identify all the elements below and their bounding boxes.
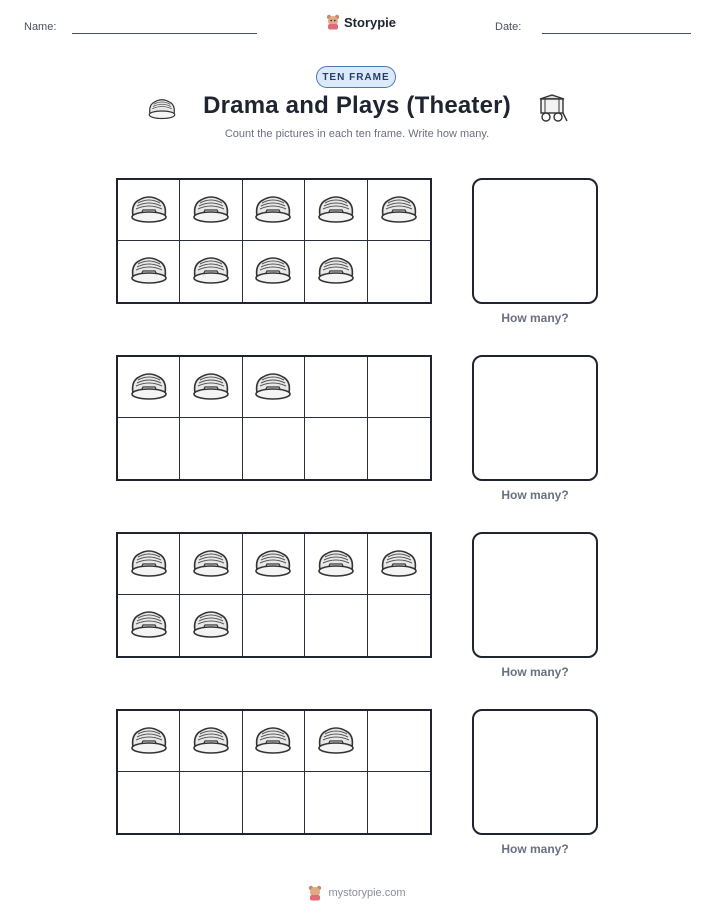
answer-box[interactable]: [472, 355, 598, 481]
ten-frame-cell: [305, 180, 367, 241]
instructions: Count the pictures in each ten frame. Write how many.: [224, 128, 490, 140]
ten-frame-cell: [305, 241, 367, 302]
theater-stage-icon: [253, 369, 293, 406]
how-many-label: How many?: [501, 311, 569, 325]
ten-frame-cell: [118, 595, 180, 656]
ten-frame-cell: [368, 357, 430, 418]
theater-stage-icon: [316, 723, 356, 760]
ten-frame-cell: [368, 418, 430, 479]
theater-stage-icon: [129, 369, 169, 406]
theater-stage-icon: [316, 546, 356, 583]
ten-frame: [116, 532, 432, 658]
ten-frame-cell: [243, 772, 305, 833]
ten-frame-cell: [180, 357, 242, 418]
theater-stage-icon: [316, 253, 356, 290]
ten-frame-cell: [243, 180, 305, 241]
answer-box[interactable]: [472, 178, 598, 304]
theater-stage-icon: [191, 192, 231, 229]
theater-stage-icon: [191, 369, 231, 406]
theater-stage-icon: [253, 546, 293, 583]
ten-frame-cell: [180, 595, 242, 656]
theater-stage-icon: [129, 546, 169, 583]
page-title: Drama and Plays (Theater): [203, 92, 511, 119]
theater-stage-icon: [379, 546, 419, 583]
ten-frame-cell: [180, 711, 242, 772]
ten-frame-cell: [368, 772, 430, 833]
bear-mascot-icon: [308, 885, 322, 901]
name-line[interactable]: [72, 33, 257, 34]
brand-logo: [326, 14, 396, 30]
theater-stage-icon: [253, 192, 293, 229]
ten-frame-cell: [368, 534, 430, 595]
answer-box[interactable]: [472, 709, 598, 835]
ten-frame-cell: [243, 241, 305, 302]
theater-stage-icon: [191, 253, 231, 290]
theater-stage-icon: [129, 192, 169, 229]
ten-frame-cell: [305, 534, 367, 595]
how-many-label: How many?: [501, 665, 569, 679]
theater-stage-icon: [253, 253, 293, 290]
theater-stage-icon: [129, 723, 169, 760]
ten-frame-cell: [368, 241, 430, 302]
ten-frame-cell: [118, 711, 180, 772]
ten-frame-cell: [305, 357, 367, 418]
ten-frame-cell: [180, 772, 242, 833]
ten-frame-cell: [118, 534, 180, 595]
theater-stage-icon: [253, 723, 293, 760]
ten-frame-cell: [243, 595, 305, 656]
ten-frame-cell: [243, 418, 305, 479]
ten-frame-cell: [118, 357, 180, 418]
footer: [0, 885, 714, 901]
ten-frame-cell: [180, 534, 242, 595]
name-label: Name:: [24, 21, 57, 33]
date-line[interactable]: [542, 33, 691, 34]
footer-url: mystorypie.com: [328, 887, 406, 899]
ten-frame-cell: [180, 418, 242, 479]
ten-frame-cell: [305, 595, 367, 656]
ten-frame: [116, 709, 432, 835]
ten-frame-cell: [368, 711, 430, 772]
ten-frame-cell: [118, 772, 180, 833]
ten-frame-cell: [243, 711, 305, 772]
answer-box[interactable]: [472, 532, 598, 658]
ten-frame-cell: [180, 241, 242, 302]
brand-name: Storypie: [344, 14, 397, 30]
ten-frame: [116, 355, 432, 481]
ten-frame-cell: [305, 772, 367, 833]
ten-frame-cell: [368, 180, 430, 241]
ten-frame-cell: [305, 711, 367, 772]
ten-frame-cell: [305, 418, 367, 479]
date-label: Date:: [495, 21, 522, 33]
how-many-label: How many?: [501, 842, 569, 856]
theater-wagon-icon: [536, 93, 568, 128]
ten-frame-cell: [118, 180, 180, 241]
ten-frame-cell: [368, 595, 430, 656]
ten-frame-cell: [180, 180, 242, 241]
theater-stage-icon: [316, 192, 356, 229]
theater-stage-icon: [191, 607, 231, 644]
theater-stage-icon: [129, 253, 169, 290]
theater-stage-icon: [191, 546, 231, 583]
theater-stage-icon: [191, 723, 231, 760]
worksheet-type-badge: TEN FRAME: [316, 66, 396, 88]
ten-frame-cell: [118, 418, 180, 479]
ten-frame-cell: [118, 241, 180, 302]
how-many-label: How many?: [501, 488, 569, 502]
theater-stage-icon: [379, 192, 419, 229]
ten-frame: [116, 178, 432, 304]
ten-frame-cell: [243, 534, 305, 595]
theater-stage-icon: [129, 607, 169, 644]
bear-mascot-icon: [326, 14, 340, 30]
ten-frame-cell: [243, 357, 305, 418]
